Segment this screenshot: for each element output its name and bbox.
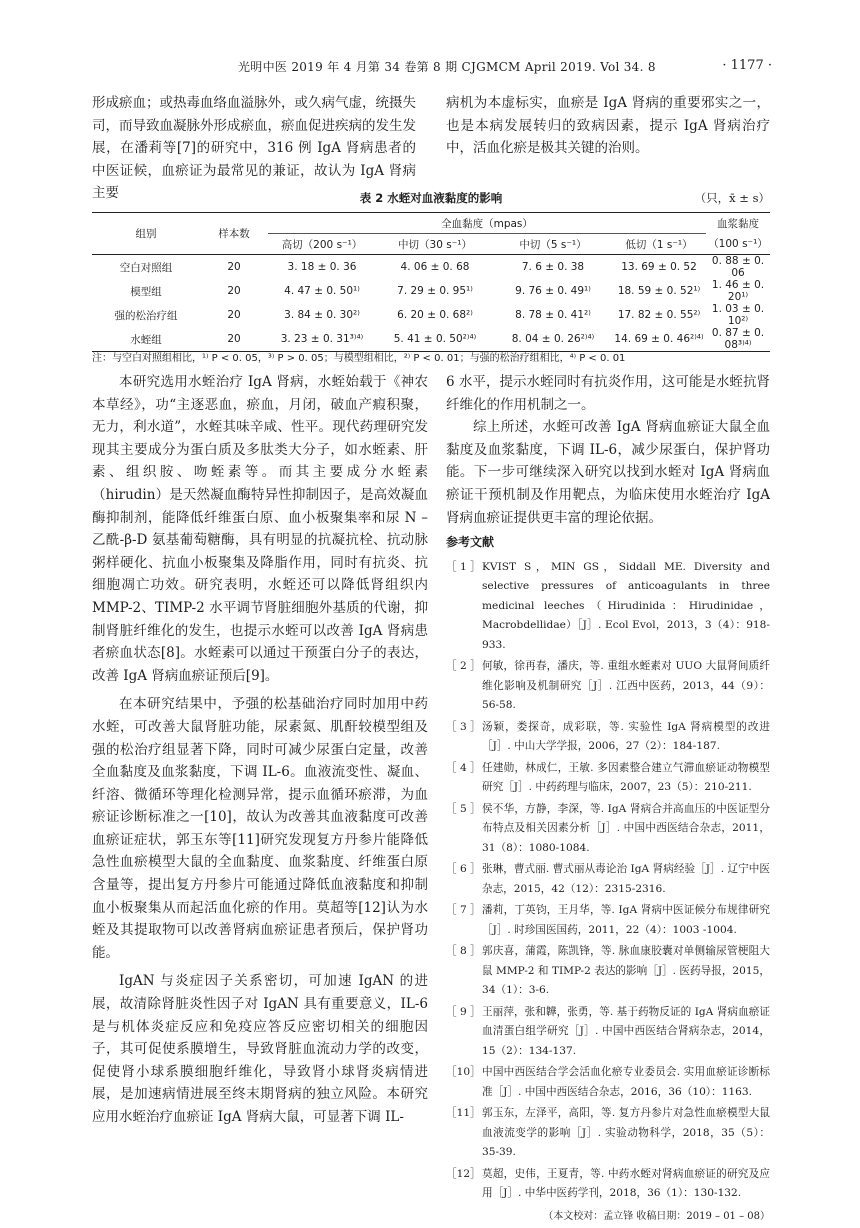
reference-item [446, 1063, 770, 1102]
header-mid-shear-30: 中切（30 s⁻¹） [376, 234, 494, 255]
ref-number: ［ 7 ］ [446, 904, 481, 917]
ref-text: 侯不华，方静，李深，等. IgA 肾病合并高血压的中医证型分布特点及相关因素分析［J］. 中国中西医结合杂志，2011，31（8）：1080-1084. [482, 802, 770, 854]
cell-value: 0. 88 ± 0. 06 [711, 255, 765, 279]
reference-item [446, 901, 770, 940]
ref-number: ［ 6 ］ [446, 863, 481, 876]
cell-value: 8. 78 ± 0. 41²⁾ [515, 309, 591, 321]
reference-item [446, 1165, 770, 1204]
table-unit: （只，x̄ ± s） [694, 191, 770, 205]
ref-number: ［ 4 ］ [446, 761, 481, 774]
paragraph: IgAN 与炎症因子关系密切，可加速 IgAN 的进展，故清除肾脏炎性因子对 IgAN 具有重要意义，IL-6 是与机体炎症反应和免疫应答反应密切相关的细胞因子，其可促使系膜增生，导致肾脏血流动力学的改变，促使肾小球系膜细胞纤维化，导致肾小球肾炎病情进展，是加速病情进展至终末期肾病的独立风险。本研究应用水蛭治疗血瘀证 IgA 肾病大鼠，可显著下调 IL- [92, 973, 428, 1125]
body-text: 病机为本虚标实，血瘀是 IgA 肾病的重要邪实之一，也是本病发展转归的致病因素，提示 IgA 肾病治疗中，活血化瘀是极其关键的治则。 [446, 95, 770, 156]
ref-number: ［ 1 ］ [446, 560, 481, 573]
ref-text: 何敏，徐再春，潘庆，等. 重组水蛭素对 UUO 大鼠肾间质纤维化影响及机制研究［J］. 江西中医药，2013，44（9）：56-58. [482, 660, 770, 712]
ref-text: 潘莉，丁英钧，王月华，等. IgA 肾病中医证候分布规律研究［J］. 时珍国医国药，2011，22（4）：1003 -1004. [482, 904, 770, 936]
ref-text: 中国中西医结合学会活血化瘀专业委员会. 实用血瘀证诊断标准［J］. 中国中西医结合杂志，2016，36（10）：1163. [482, 1066, 770, 1098]
reference-item [446, 759, 770, 798]
reference-list [446, 558, 770, 1204]
header-low-shear: 低切（1 s⁻¹） [612, 234, 706, 255]
cell-count: 20 [227, 309, 241, 321]
cell-value: 14. 69 ± 0. 46²⁾⁴⁾ [612, 327, 706, 352]
ref-number: ［ 9 ］ [446, 1005, 481, 1018]
ref-number: ［ 5 ］ [446, 802, 481, 815]
cell-group: 空白对照组 [119, 261, 173, 274]
cell-value: 3. 23 ± 0. 31³⁾⁴⁾ [268, 327, 376, 352]
ref-number: ［ 3 ］ [446, 720, 481, 733]
top-right-paragraph [446, 92, 770, 160]
ref-text: KVIST S，MIN GS，Siddall ME. Diversity and selective pressures of anticoagulants in three medicinal leeches（Hirudinida：Hirudinidae，Macrobdellidae）［J］. Ecol Evol，2013，3（4）：918-933. [482, 560, 770, 651]
header-high-shear: 高切（200 s⁻¹） [268, 234, 376, 255]
cell-group: 水蛭组 [92, 327, 200, 352]
ref-text: 张琳，曹式丽. 曹式丽从毒论治 IgA 肾病经验［J］. 辽宁中医杂志，2015，42（12）：2315-2316. [482, 863, 770, 895]
top-left-paragraph [92, 92, 416, 205]
cell-value: 7. 29 ± 0. 95¹⁾ [397, 285, 473, 297]
header-mid-shear-5: 中切（5 s⁻¹） [494, 234, 612, 255]
references-heading: 参考文献 [446, 535, 495, 550]
ref-number: ［11］ [446, 1107, 481, 1120]
table-row [92, 303, 770, 327]
running-header [0, 58, 860, 78]
ref-text: 王丽萍，张和韡，张勇，等. 基于药物反证的 IgA 肾病血瘀证血清蛋白组学研究［J］. 中国中西医结合肾病杂志，2014，15（2）：134-137. [482, 1005, 770, 1057]
cell-group: 模型组 [130, 285, 162, 298]
cell-value: 9. 76 ± 0. 49¹⁾ [515, 285, 591, 297]
cell-value: 3. 84 ± 0. 30²⁾ [284, 309, 360, 321]
reference-item [446, 718, 770, 757]
cell-value: 13. 69 ± 0. 52 [621, 261, 697, 273]
header-plasma: 血浆黏度 [706, 213, 770, 234]
editor-note: （本文校对：孟立锋 收稿日期：2019 – 01 – 08） [543, 1210, 770, 1222]
header-count: 样本数 [200, 213, 268, 255]
cell-value: 17. 82 ± 0. 55²⁾ [617, 309, 701, 321]
viscosity-table [92, 212, 770, 352]
cell-group: 强的松治疗组 [114, 309, 178, 322]
cell-value: 18. 59 ± 0. 52¹⁾ [617, 285, 701, 297]
reference-item [446, 657, 770, 716]
table-row [92, 279, 770, 303]
left-column [92, 371, 428, 1129]
page-number: · 1177 · [722, 58, 772, 73]
table-note: 注：与空白对照组相比，¹⁾ P < 0. 05，³⁾ P > 0. 05；与模型组相比，²⁾ P < 0. 01；与强的松治疗组相比，⁴⁾ P < 0. 01 [92, 353, 626, 364]
cell-value: 5. 41 ± 0. 50²⁾⁴⁾ [376, 327, 494, 352]
cell-value: 4. 06 ± 0. 68 [400, 261, 470, 273]
reference-item [446, 860, 770, 899]
ref-text: 莫超，史伟，王夏青，等. 中药水蛭对肾病血瘀证的研究及应用［J］. 中华中医药学刊，2018，36（1）：130-132. [482, 1167, 770, 1200]
cell-value: 0. 87 ± 0. 08³⁾⁴⁾ [706, 327, 770, 352]
ref-number: ［10］ [446, 1066, 481, 1079]
cell-value: 8. 04 ± 0. 26²⁾⁴⁾ [494, 327, 612, 352]
cell-value: 4. 47 ± 0. 50¹⁾ [284, 285, 360, 297]
ref-number: ［ 2 ］ [446, 660, 481, 673]
ref-text: 郭庆喜，蒲霞，陈凯锋，等. 脉血康胶囊对单侧输尿管梗阻大鼠 MMP-2 和 TIMP-2 表达的影响［J］. 医药导报，2015，34（1）：3-6. [482, 945, 770, 997]
reference-item [446, 800, 770, 859]
cell-value: 1. 46 ± 0. 20¹⁾ [711, 279, 765, 303]
paragraph: 6 水平，提示水蛭同时有抗炎作用，这可能是水蛭抗肾纤维化的作用机制之一。 [446, 374, 770, 413]
table-row [92, 255, 770, 280]
ref-number: ［12］ [446, 1167, 481, 1180]
journal-header: 光明中医 2019 年 4 月第 34 卷第 8 期 CJGMCM April 2019. Vol 34. 8 [238, 60, 656, 74]
table-caption [92, 190, 770, 208]
ref-text: 郭玉东，左泽平，高阳，等. 复方丹参片对急性血瘀模型大鼠血液流变学的影响［J］. 实验动物科学，2018，35（5）：35-39. [482, 1107, 770, 1159]
cell-value: 1. 03 ± 0. 10²⁾ [711, 303, 765, 327]
ref-text: 汤颖，娄探奇，成彩联，等. 实验性 IgA 肾病模型的改进［J］. 中山大学学报，2006，27（2）：184-187. [482, 720, 770, 753]
header-whole-blood: 全血黏度（mpas） [268, 213, 706, 234]
header-plasma-rate: （100 s⁻¹） [706, 234, 770, 255]
reference-item [446, 1003, 770, 1062]
cell-value: 7. 6 ± 0. 38 [521, 261, 585, 273]
reference-item [446, 942, 770, 1001]
reference-item [446, 1104, 770, 1163]
table-row [92, 327, 770, 352]
ref-number: ［ 8 ］ [446, 945, 481, 958]
ref-text: 任建勋，林成仁，王敏. 多因素整合建立气滞血瘀证动物模型研究［J］. 中药药理与临床，2007，23（5）：210-211. [482, 761, 770, 794]
right-column [446, 371, 770, 1228]
reference-item [446, 558, 770, 656]
header-group: 组别 [92, 213, 200, 255]
paragraph: 本研究选用水蛭治疗 IgA 肾病，水蛭始载于《神农本草经》，功“主逐恶血，瘀血，月闭，破血产瘕积聚，无力，利水道”，水蛭其味辛咸、性平。现代药理研究发现其主要成分为蛋白质及多肽类大分子，如水蛭素、肝素、组织胺、吻蛭素等。而其主要成分水蛭素（hirudin）是天然凝血酶特异性抑制因子，是高效凝血酶抑制剂，能降低纤维蛋白原、血小板聚集率和尿 N – 乙酰-β-D 氨基葡萄糖酶，具有明显的抗凝抗栓、抗动脉粥样硬化、抗血小板聚集及降脂作用，同时有抗炎、抗细胞凋亡功效。研究表明，水蛭还可以降低肾组织内 MMP-2、TIMP-2 水平调节肾脏细胞外基质的代谢，抑制肾脏纤维化的发生，也提示水蛭可以改善 IgA 肾病患者瘀血状态[8]。水蛭素可以通过干预蛋白分子的表达，改善 IgA 肾病血瘀证预后[9]。 [92, 374, 428, 684]
paragraph: 在本研究结果中，予强的松基础治疗同时加用中药水蛭，可改善大鼠肾脏功能，尿素氮、肌酐较模型组及强的松治疗组显著下降，同时可减少尿蛋白定量，改善全血黏度及血浆黏度，下调 IL-6。血液流变性、凝血、纤溶、微循环等理化检测异常，提示血循环瘀滞，为血瘀证诊断标准之一[10]，故认为改善其血液黏度可改善血瘀证症状，郭玉东等[11]研究发现复方丹参片能降低急性血瘀模型大鼠的全血黏度、血浆黏度、纤维蛋白原含量等，提出复方丹参片可能通过降低血液黏度和抑制血小板聚集从而起活血化瘀的作用。莫超等[12]认为水蛭及其提取物可以改善肾病血瘀证患者预后，保护肾功能。 [92, 696, 428, 961]
cell-value: 3. 18 ± 0. 36 [287, 261, 357, 273]
body-text: 形成瘀血；或热毒血络血溢脉外，或久病气虚，统摄失司，而导致血凝脉外形成瘀血，瘀血促进疾病的发生发展，在潘莉等[7]的研究中，316 例 IgA 肾病患者的中医证候，血瘀证为最常见的兼证，故认为 IgA 肾病主要 [92, 95, 416, 201]
table-title: 表 2 水蛭对血液黏度的影响 [359, 191, 503, 205]
paragraph: 综上所述，水蛭可改善 IgA 肾病血瘀证大鼠全血黏度及血浆黏度，下调 IL-6，减少尿蛋白，保护肾功能。下一步可继续深入研究以找到水蛭对 IgA 肾病血瘀证干预机制及作用靶点，为临床使用水蛭治疗 IgA 肾病血瘀证提供更丰富的理论依据。 [446, 419, 770, 526]
cell-count: 20 [200, 327, 268, 352]
cell-count: 20 [227, 261, 241, 273]
cell-count: 20 [227, 285, 241, 297]
cell-value: 6. 20 ± 0. 68²⁾ [397, 309, 473, 321]
